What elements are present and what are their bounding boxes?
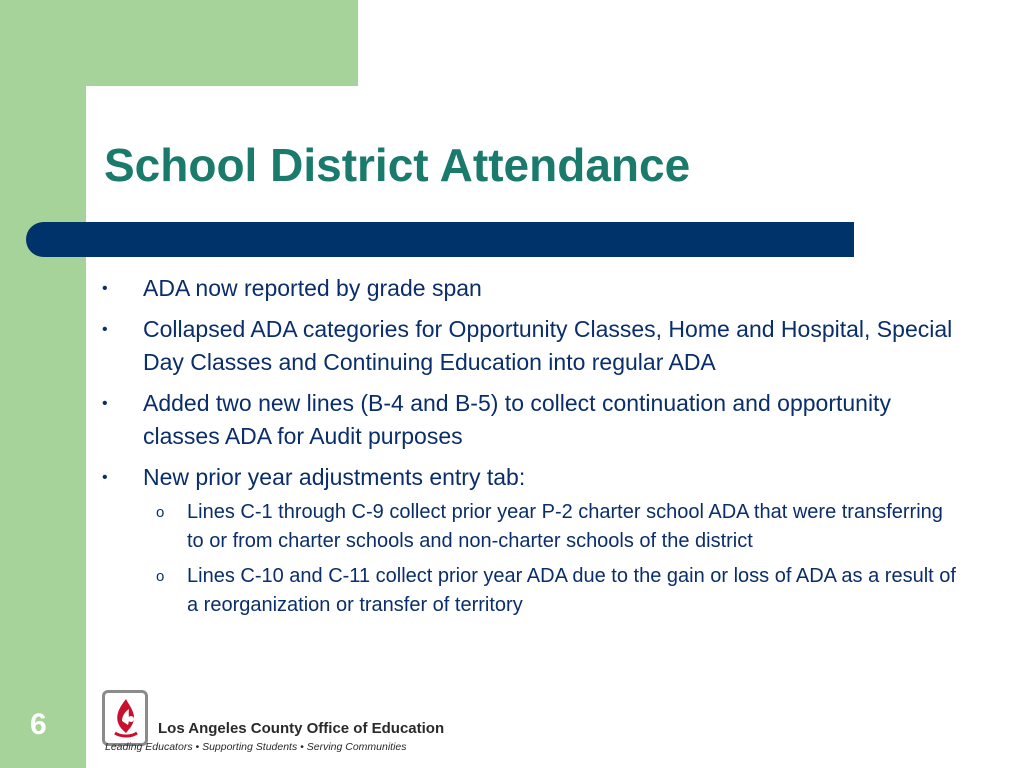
bullet-icon: •	[102, 320, 108, 338]
bullet-text: Collapsed ADA categories for Opportunity Classes, Home and Hospital, Special Day Classes and Continuing Education into regular ADA	[143, 315, 953, 375]
bullet-text: ADA now reported by grade span	[143, 275, 482, 301]
green-side-frame	[0, 0, 86, 768]
flame-logo-icon	[102, 690, 148, 746]
bullet-item	[100, 461, 960, 495]
slide-number: 6	[30, 708, 47, 741]
logo-organization-name: Los Angeles County Office of Education	[158, 720, 445, 737]
bullet-text: New prior year adjustments entry tab:	[143, 463, 526, 490]
bullet-item	[100, 387, 960, 454]
circle-bullet-icon: o	[156, 568, 165, 585]
bullet-text: Added two new lines (B-4 and B-5) to collect continuation and opportunity classes ADA for Audit purposes	[143, 389, 891, 449]
sub-bullet-text: Lines C-1 through C-9 collect prior year P-2 charter school ADA that were transferring to or from charter schools and non-charter schools of the district	[187, 501, 943, 552]
bullet-item	[100, 272, 960, 306]
bullet-icon: •	[102, 280, 108, 297]
lacoe-logo	[102, 690, 445, 756]
bullet-icon: •	[102, 468, 108, 486]
bullet-icon: •	[102, 394, 108, 412]
sub-bullet-text: Lines C-10 and C-11 collect prior year ADA due to the gain or loss of ADA as a result of a reorganization or transfer of territory	[187, 565, 956, 616]
logo-tagline: Leading Educators • Supporting Students • Serving Communities	[105, 741, 407, 753]
sub-bullet-item	[156, 498, 960, 556]
green-top-frame	[0, 0, 358, 86]
circle-bullet-icon: o	[156, 504, 165, 521]
slide-body	[100, 272, 960, 626]
sub-bullet-item	[156, 562, 960, 620]
slide-title: School District Attendance	[104, 139, 691, 191]
bullet-item	[100, 313, 960, 380]
title-underline-bar	[26, 222, 854, 257]
